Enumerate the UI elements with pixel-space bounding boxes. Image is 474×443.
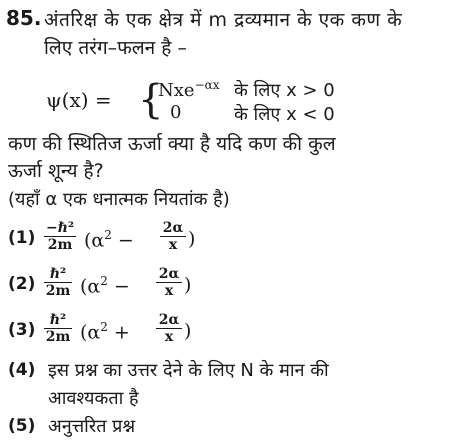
option-4-label: (4)	[8, 360, 36, 380]
wavefunction-case1: Nxe$^{-\alpha x}$	[158, 78, 220, 101]
option-5[interactable]	[8, 406, 468, 440]
option-1-label: (1)	[8, 228, 36, 248]
option-2[interactable]	[8, 264, 468, 312]
option-1-inner-fraction: 2α x	[160, 220, 186, 253]
option-5-text: अनुत्तरित प्रश्न	[48, 416, 136, 437]
option-1-close-paren: )	[188, 228, 196, 250]
option-2-coefficient: ℏ² 2m	[45, 266, 71, 299]
option-3-close-paren: )	[184, 320, 192, 342]
option-3-coefficient: ℏ² 2m	[45, 312, 71, 345]
option-4-text-line2: आवश्यकता है	[48, 388, 139, 409]
wavefunction-equation	[46, 78, 466, 126]
wavefunction-case1-condition: के लिए x > 0	[234, 80, 335, 101]
wavefunction-case2-condition: के लिए x < 0	[234, 104, 335, 125]
question-text-line2: ऊर्जा शून्य है?	[8, 160, 104, 182]
option-2-inner-fraction: 2α x	[156, 266, 182, 299]
question-stem-line2: लिए तरंग–फलन है –	[44, 37, 187, 59]
option-4[interactable]	[8, 350, 468, 412]
option-1-alpha-term: ($\alpha^2$ −	[84, 228, 134, 252]
option-3-alpha-term: ($\alpha^2$ +	[80, 320, 130, 344]
option-2-close-paren: )	[184, 274, 192, 296]
wavefunction-lhs: ψ(x) =	[46, 88, 112, 112]
question-number: 85.	[6, 6, 42, 30]
option-5-label: (5)	[8, 416, 36, 436]
wavefunction-case2: 0	[170, 102, 182, 123]
option-1-coefficient: −ℏ² 2m	[45, 220, 75, 253]
option-4-text-line1: इस प्रश्न का उत्तर देने के लिए N के मान की	[48, 360, 329, 381]
option-3-inner-fraction: 2α x	[156, 312, 182, 345]
option-2-label: (2)	[8, 274, 36, 294]
question-note: (यहाँ α एक धनात्मक नियतांक है)	[8, 189, 230, 210]
question-text-line1: कण की स्थितिज ऊर्जा क्या है यदि कण की कुल	[8, 133, 336, 155]
option-3-label: (3)	[8, 320, 36, 340]
option-2-alpha-term: ($\alpha^2$ −	[80, 274, 130, 298]
option-1[interactable]	[8, 218, 468, 266]
piecewise-brace: {	[138, 77, 164, 123]
question-stem-line1: अंतरिक्ष के एक क्षेत्र में m द्रव्यमान के एक कण के	[44, 9, 403, 31]
